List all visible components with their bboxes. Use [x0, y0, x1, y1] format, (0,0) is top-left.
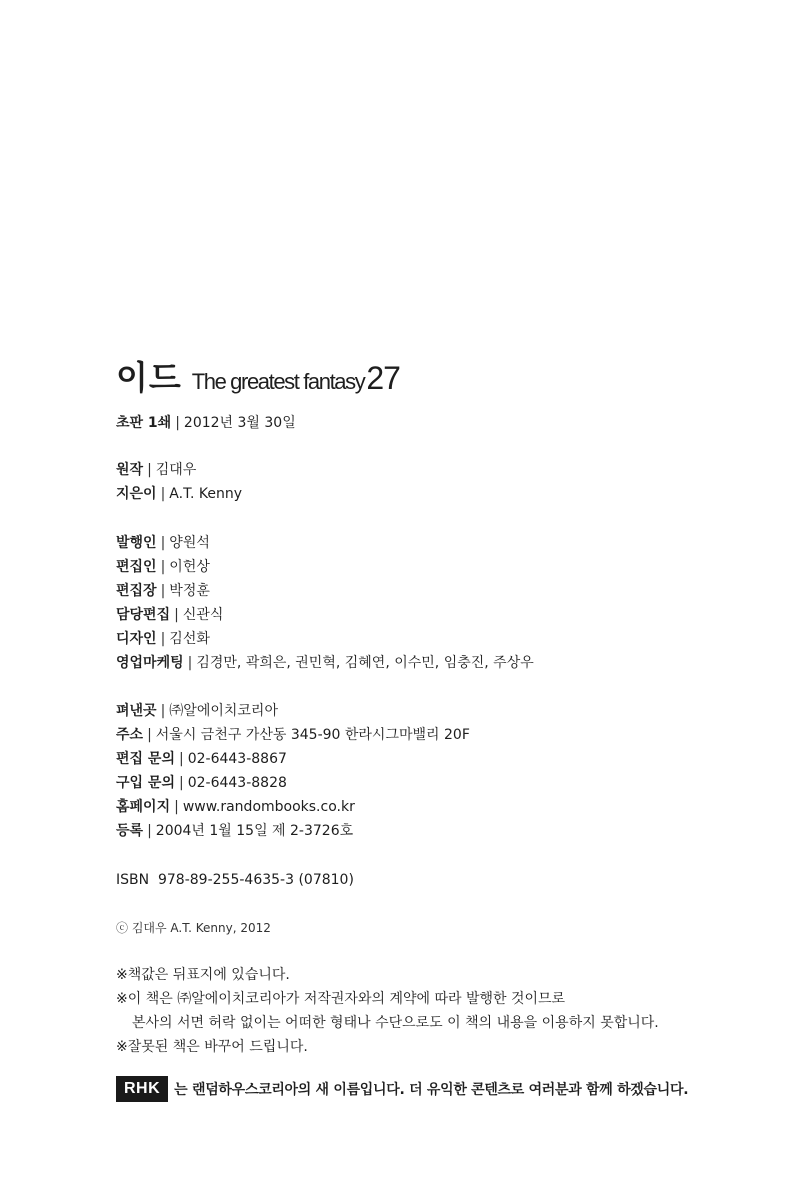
rhk-logo: RHK	[116, 1076, 168, 1102]
publisher-value: ㈜알에이치코리아	[169, 703, 278, 719]
book-title	[116, 352, 400, 399]
publisher-purchase-inquiry-line	[116, 774, 287, 792]
separator: |	[160, 535, 166, 551]
staff-value: 신관식	[182, 607, 224, 623]
staff-label: 발행인	[116, 535, 157, 551]
staff-label: 영업마케팅	[116, 655, 184, 671]
publisher-value: 서울시 금천구 가산동 345-90 한라시그마밸리 20F	[155, 727, 470, 743]
separator: |	[160, 559, 166, 575]
staff-value: 양원석	[169, 535, 210, 551]
author-original-line	[116, 461, 196, 479]
staff-editor-line	[116, 558, 210, 576]
publisher-registration-line	[116, 822, 353, 840]
publisher-label: 주소	[116, 727, 144, 743]
publisher-value: 02-6443-8828	[187, 775, 287, 791]
publisher-label: 등록	[116, 823, 144, 839]
publisher-value: 02-6443-8867	[187, 751, 287, 767]
author-original-value: 김대우	[155, 462, 197, 478]
publisher-edit-inquiry-line	[116, 750, 287, 768]
staff-marketing-line	[116, 654, 534, 672]
publisher-address-line	[116, 726, 470, 744]
copyright-line: ⓒ 김대우 A.T. Kenny, 2012	[116, 921, 271, 935]
author-writer-label: 지은이	[116, 486, 157, 502]
separator: |	[147, 727, 152, 743]
staff-value: 박정훈	[169, 583, 210, 599]
author-original-label: 원작	[116, 462, 144, 478]
publisher-name-line	[116, 702, 278, 720]
staff-value: 이헌상	[169, 559, 210, 575]
staff-managing-editor-line	[116, 606, 223, 624]
staff-label: 편집인	[116, 559, 157, 575]
staff-label: 편집장	[116, 583, 157, 599]
staff-publisher-line	[116, 534, 210, 552]
separator: |	[147, 823, 152, 839]
author-writer-value: A.T. Kenny	[169, 486, 242, 502]
publisher-label: 홈페이지	[116, 799, 171, 815]
first-print-label: 초판 1쇄	[116, 415, 172, 431]
title-korean: 이드	[116, 358, 182, 397]
staff-label: 디자인	[116, 631, 157, 647]
separator: |	[174, 799, 179, 815]
note-copyright-continued: 본사의 서면 허락 없이는 어떠한 형태나 수단으로도 이 책의 내용을 이용하지 못합니다.	[132, 1015, 659, 1031]
separator: |	[175, 415, 180, 431]
separator: |	[160, 583, 166, 599]
staff-design-line	[116, 630, 210, 648]
separator: |	[174, 607, 179, 623]
staff-value: 김경만, 곽희은, 권민혁, 김혜연, 이수민, 임충진, 주상우	[196, 655, 534, 671]
separator: |	[187, 655, 193, 671]
publisher-label: 구입 문의	[116, 775, 175, 791]
note-price: ※책값은 뒤표지에 있습니다.	[116, 967, 290, 983]
title-subtitle: The greatest fantasy	[191, 369, 365, 394]
author-writer-line	[116, 485, 242, 503]
footer-brand	[116, 1076, 688, 1102]
first-print-line	[116, 414, 296, 432]
separator: |	[160, 703, 166, 719]
publisher-value: 2004년 1월 15일 제 2-3726호	[155, 823, 354, 839]
publisher-homepage-line	[116, 798, 355, 816]
staff-label: 담당편집	[116, 607, 171, 623]
separator: |	[160, 631, 166, 647]
publisher-homepage-value: www.randombooks.co.kr	[182, 799, 355, 815]
staff-value: 김선화	[169, 631, 210, 647]
separator: |	[178, 751, 184, 767]
staff-chief-editor-line	[116, 582, 210, 600]
footer-text: 는 랜덤하우스코리아의 새 이름입니다. 더 유익한 콘텐츠로 여러분과 함께 하겠습니다.	[174, 1082, 689, 1098]
separator: |	[178, 775, 184, 791]
separator: |	[160, 486, 166, 502]
note-exchange: ※잘못된 책은 바꾸어 드립니다.	[116, 1039, 308, 1055]
publisher-label: 편집 문의	[116, 751, 175, 767]
publisher-label: 펴낸곳	[116, 703, 157, 719]
first-print-date: 2012년 3월 30일	[183, 415, 296, 431]
isbn-line: ISBN 978-89-255-4635-3 (07810)	[116, 872, 354, 888]
note-copyright: ※이 책은 ㈜알에이치코리아가 저작권자와의 계약에 따라 발행한 것이므로	[116, 991, 566, 1007]
separator: |	[147, 462, 152, 478]
title-volume: 27	[366, 360, 400, 396]
